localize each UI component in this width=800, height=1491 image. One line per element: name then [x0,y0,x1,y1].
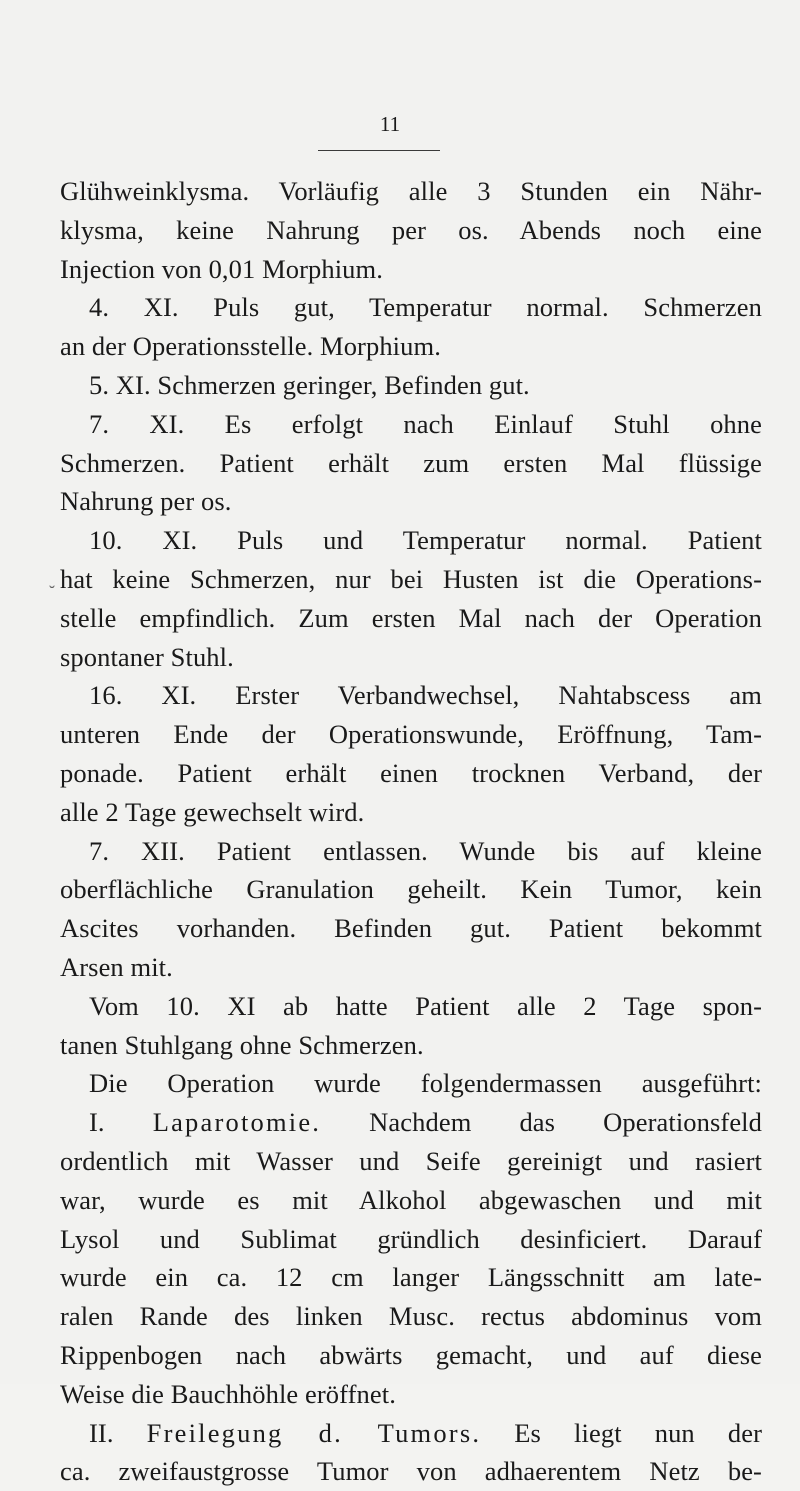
body-text [60,172,762,1491]
text-line: klysma, keine Nahrung per os. Abends noch eine [60,214,762,245]
text-line: spontaner Stuhl. [60,641,234,672]
text-line-section [60,1103,762,1142]
text-line: Weise die Bauchhöhle eröffnet. [60,1378,396,1409]
text-line: Lysol und Sublimat gründlich desinficiert. Darauf [60,1223,762,1254]
text-line: 7. XI. Es erfolgt nach Einlauf Stuhl ohne [89,408,762,439]
header-rule [318,150,440,151]
text-line: 5. XI. Schmerzen geringer, Befinden gut. [89,369,530,400]
page-number: 11 [379,112,401,136]
text-line: tanen Stuhlgang ohne Schmerzen. [60,1029,424,1060]
text-line: oberflächliche Granulation geheilt. Kein Tumor, kein [60,874,762,905]
text-line: ponade. Patient erhält einen trocknen Verband, der [60,757,762,788]
text-line: hat keine Schmerzen, nur bei Husten ist die Operations- [60,563,762,594]
text-line: Glühweinklysma. Vorläufig alle 3 Stunden ein Nähr- [60,176,762,206]
text-line: Ascites vorhanden. Befinden gut. Patient bekommt [60,913,762,944]
section-number: I. [89,1107,153,1138]
margin-mark: ˘ [49,582,55,602]
section-text: Es liegt nun der [481,1417,763,1448]
text-line: 16. XI. Erster Verbandwechsel, Nahtabscess am [89,680,762,711]
text-line: unteren Ende der Operationswunde, Eröffnung, Tam- [60,719,762,750]
text-line: an der Operationsstelle. Morphium. [60,331,441,362]
text-line: Die Operation wurde folgendermassen ausgeführt: [89,1068,762,1099]
section-heading: Laparotomie. [152,1107,322,1138]
text-line: Injection von 0,01 Morphium. [60,253,383,284]
text-line-section [60,1414,762,1453]
section-number: II. [89,1417,147,1448]
text-line: 4. XI. Puls gut, Temperatur normal. Schmerzen [89,292,762,323]
text-line: Arsen mit. [60,951,173,982]
section-heading: Freilegung d. Tumors. [146,1417,482,1448]
text-line: alle 2 Tage gewechselt wird. [60,796,365,827]
text-line: stelle empfindlich. Zum ersten Mal nach der Operation [60,602,762,633]
text-line: ordentlich mit Wasser und Seife gereinigt und rasiert [60,1145,762,1176]
text-line: 10. XI. Puls und Temperatur normal. Patient [89,525,762,556]
text-line: 7. XII. Patient entlassen. Wunde bis auf kleine [89,835,762,866]
text-line: ralen Rande des linken Musc. rectus abdominus vom [60,1301,762,1332]
section-text: Nachdem das Operationsfeld [321,1107,762,1138]
text-line: wurde ein ca. 12 cm langer Längsschnitt am late- [60,1262,762,1293]
text-line: war, wurde es mit Alkohol abgewaschen und mit [60,1184,762,1215]
text-line: Rippenbogen nach abwärts gemacht, und auf diese [60,1339,762,1370]
text-line: Nahrung per os. [60,486,232,517]
text-line: Vom 10. XI ab hatte Patient alle 2 Tage spon- [89,990,762,1021]
text-line: ca. zweifaustgrosse Tumor von adhaerentem Netz be- [60,1456,762,1487]
text-line: Schmerzen. Patient erhält zum ersten Mal flüssige [60,447,762,478]
